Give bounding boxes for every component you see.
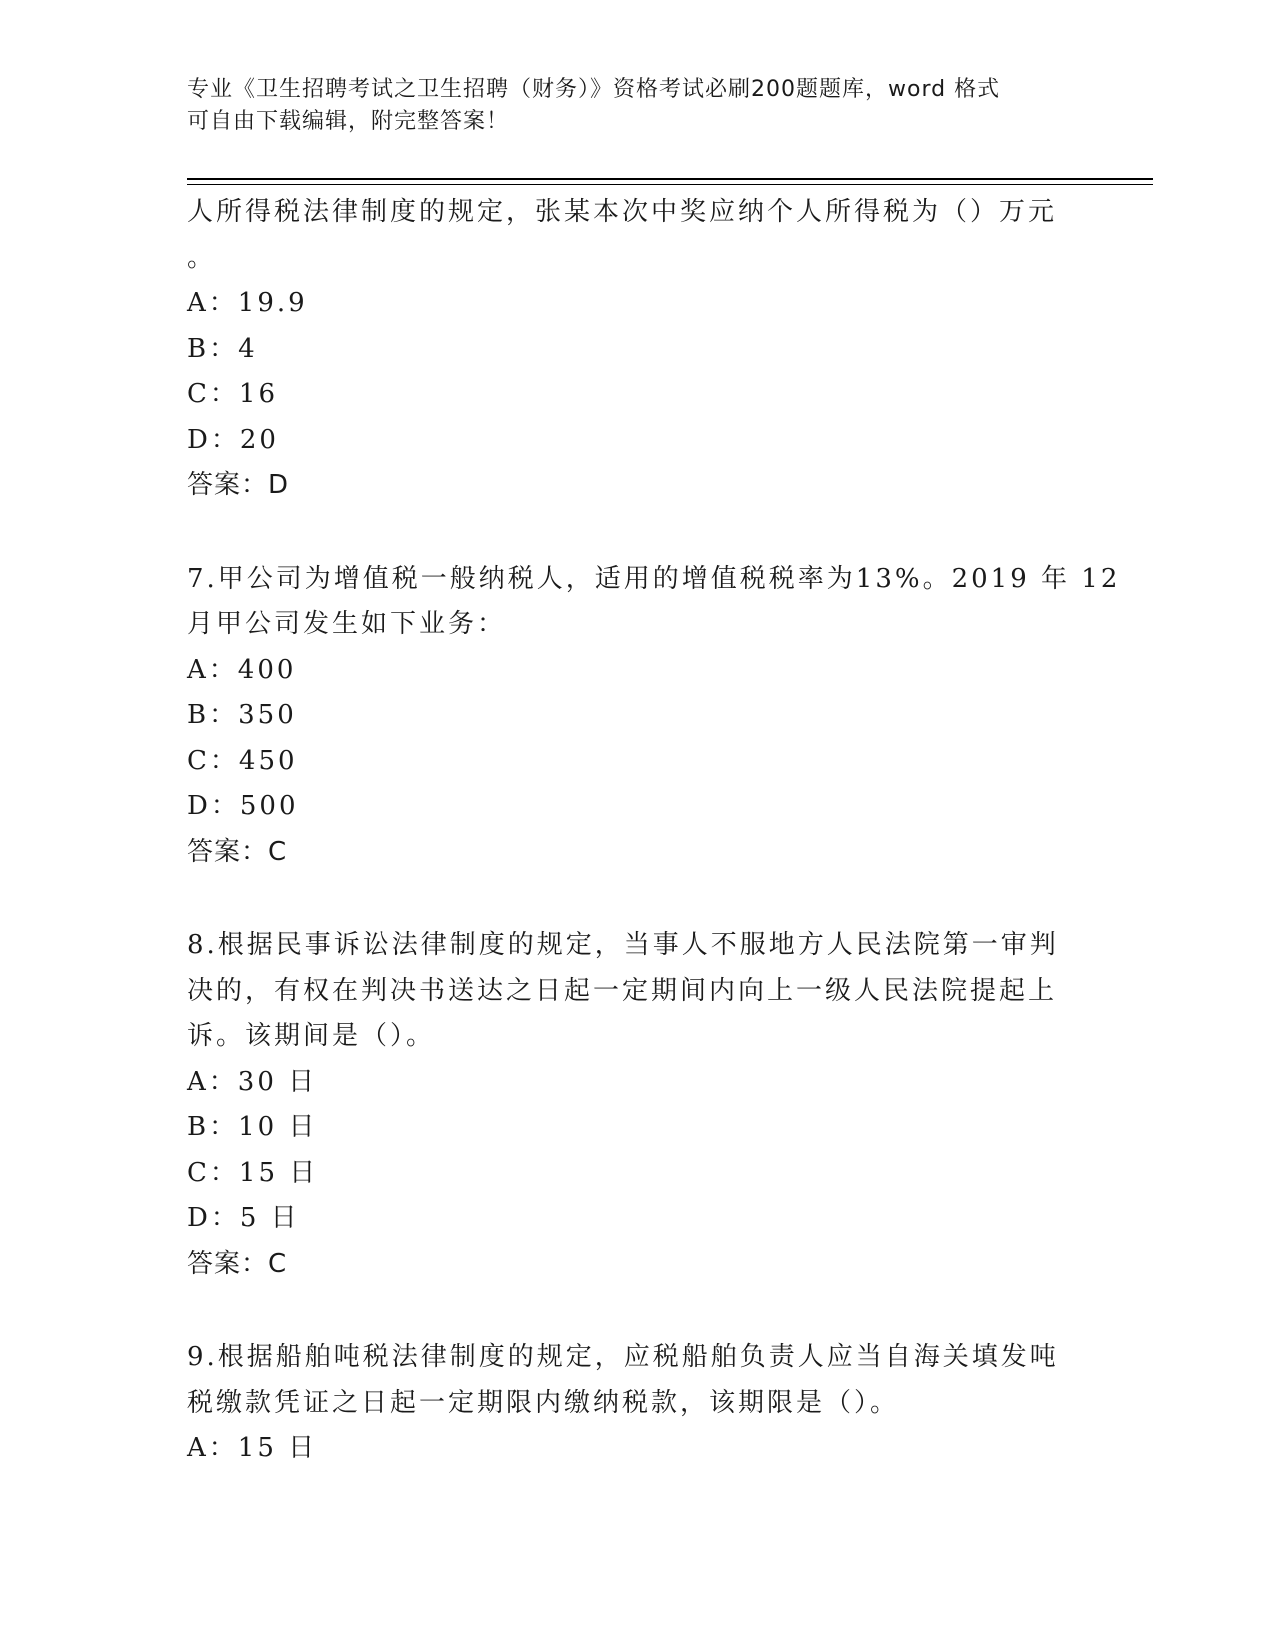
question-stem-line: 9.根据船舶吨税法律制度的规定，应税船舶负责人应当自海关填发吨 xyxy=(187,1342,1059,1372)
question-stem-line: 税缴款凭证之日起一定期限内缴纳税款，该期限是（）。 xyxy=(187,1387,900,1418)
option-text: 15 日 xyxy=(237,1433,318,1463)
option-letter: D： xyxy=(187,424,240,455)
header-rule-thick xyxy=(187,178,1153,180)
option-letter: A： xyxy=(187,1066,238,1097)
option-a xyxy=(187,1426,1087,1472)
answer-line: 答案：D xyxy=(187,470,290,500)
option-text: 5 日 xyxy=(239,1203,300,1233)
option-letter: B： xyxy=(187,333,239,364)
option-c xyxy=(187,372,1087,418)
option-b xyxy=(187,1105,1087,1151)
option-letter: B： xyxy=(187,1112,239,1142)
option-letter: C： xyxy=(187,1157,239,1188)
option-letter: A： xyxy=(187,654,238,685)
question-gap xyxy=(187,1287,1087,1335)
option-d xyxy=(187,1196,1087,1242)
option-text: 500 xyxy=(239,791,299,821)
question-gap xyxy=(187,509,1087,557)
question-6 xyxy=(187,190,1087,509)
option-letter: C： xyxy=(187,379,239,409)
option-a xyxy=(187,648,1087,694)
option-letter: A： xyxy=(187,1433,238,1463)
option-letter: B： xyxy=(187,700,239,730)
option-text: 350 xyxy=(238,700,297,730)
option-b xyxy=(187,693,1087,739)
header-line-1: 专业《卫生招聘考试之卫生招聘（财务）》资格考试必刷200题题库，word 格式 xyxy=(187,77,1001,102)
option-text: 400 xyxy=(237,654,297,685)
question-gap xyxy=(187,875,1087,923)
option-text: 450 xyxy=(238,745,298,776)
document-header xyxy=(187,74,1087,138)
option-a xyxy=(187,281,1087,327)
answer-line: 答案：C xyxy=(187,836,288,867)
option-text: 19.9 xyxy=(237,288,308,318)
header-rule-thin xyxy=(187,184,1153,185)
option-text: 15 日 xyxy=(238,1157,319,1188)
option-d xyxy=(187,418,1087,464)
answer-line: 答案：C xyxy=(187,1248,288,1279)
option-text: 16 xyxy=(238,379,278,409)
option-letter: D： xyxy=(187,791,240,821)
option-b xyxy=(187,327,1087,373)
option-text: 10 日 xyxy=(238,1112,318,1142)
question-stem-line: 。 xyxy=(187,242,217,273)
question-9 xyxy=(187,1335,1087,1472)
option-text: 4 xyxy=(238,333,258,364)
question-stem-line: 人所得税法律制度的规定，张某本次中奖应纳个人所得税为（）万元 xyxy=(187,197,1058,227)
option-c xyxy=(187,1151,1087,1197)
option-text: 20 xyxy=(239,424,279,455)
option-letter: C： xyxy=(187,745,239,776)
question-stem-line: 8.根据民事诉讼法律制度的规定，当事人不服地方人民法院第一审判 xyxy=(187,930,1059,960)
option-d xyxy=(187,784,1087,830)
option-letter: A： xyxy=(187,288,238,318)
question-stem-line: 诉。该期间是（）。 xyxy=(187,1021,436,1051)
option-text: 30 日 xyxy=(237,1066,318,1097)
question-stem-line: 7.甲公司为增值税一般纳税人，适用的增值税税率为13%。2019 年 12 xyxy=(187,563,1121,594)
question-stem-line: 决的，有权在判决书送达之日起一定期间内向上一级人民法院提起上 xyxy=(187,975,1058,1006)
question-stem-line: 月甲公司发生如下业务： xyxy=(187,609,507,639)
question-7 xyxy=(187,557,1121,876)
option-letter: D： xyxy=(187,1203,240,1233)
header-line-2: 可自由下载编辑，附完整答案！ xyxy=(187,109,510,134)
option-c xyxy=(187,739,1087,785)
option-a xyxy=(187,1060,1087,1106)
question-8 xyxy=(187,923,1087,1287)
question-list xyxy=(187,190,1121,1472)
